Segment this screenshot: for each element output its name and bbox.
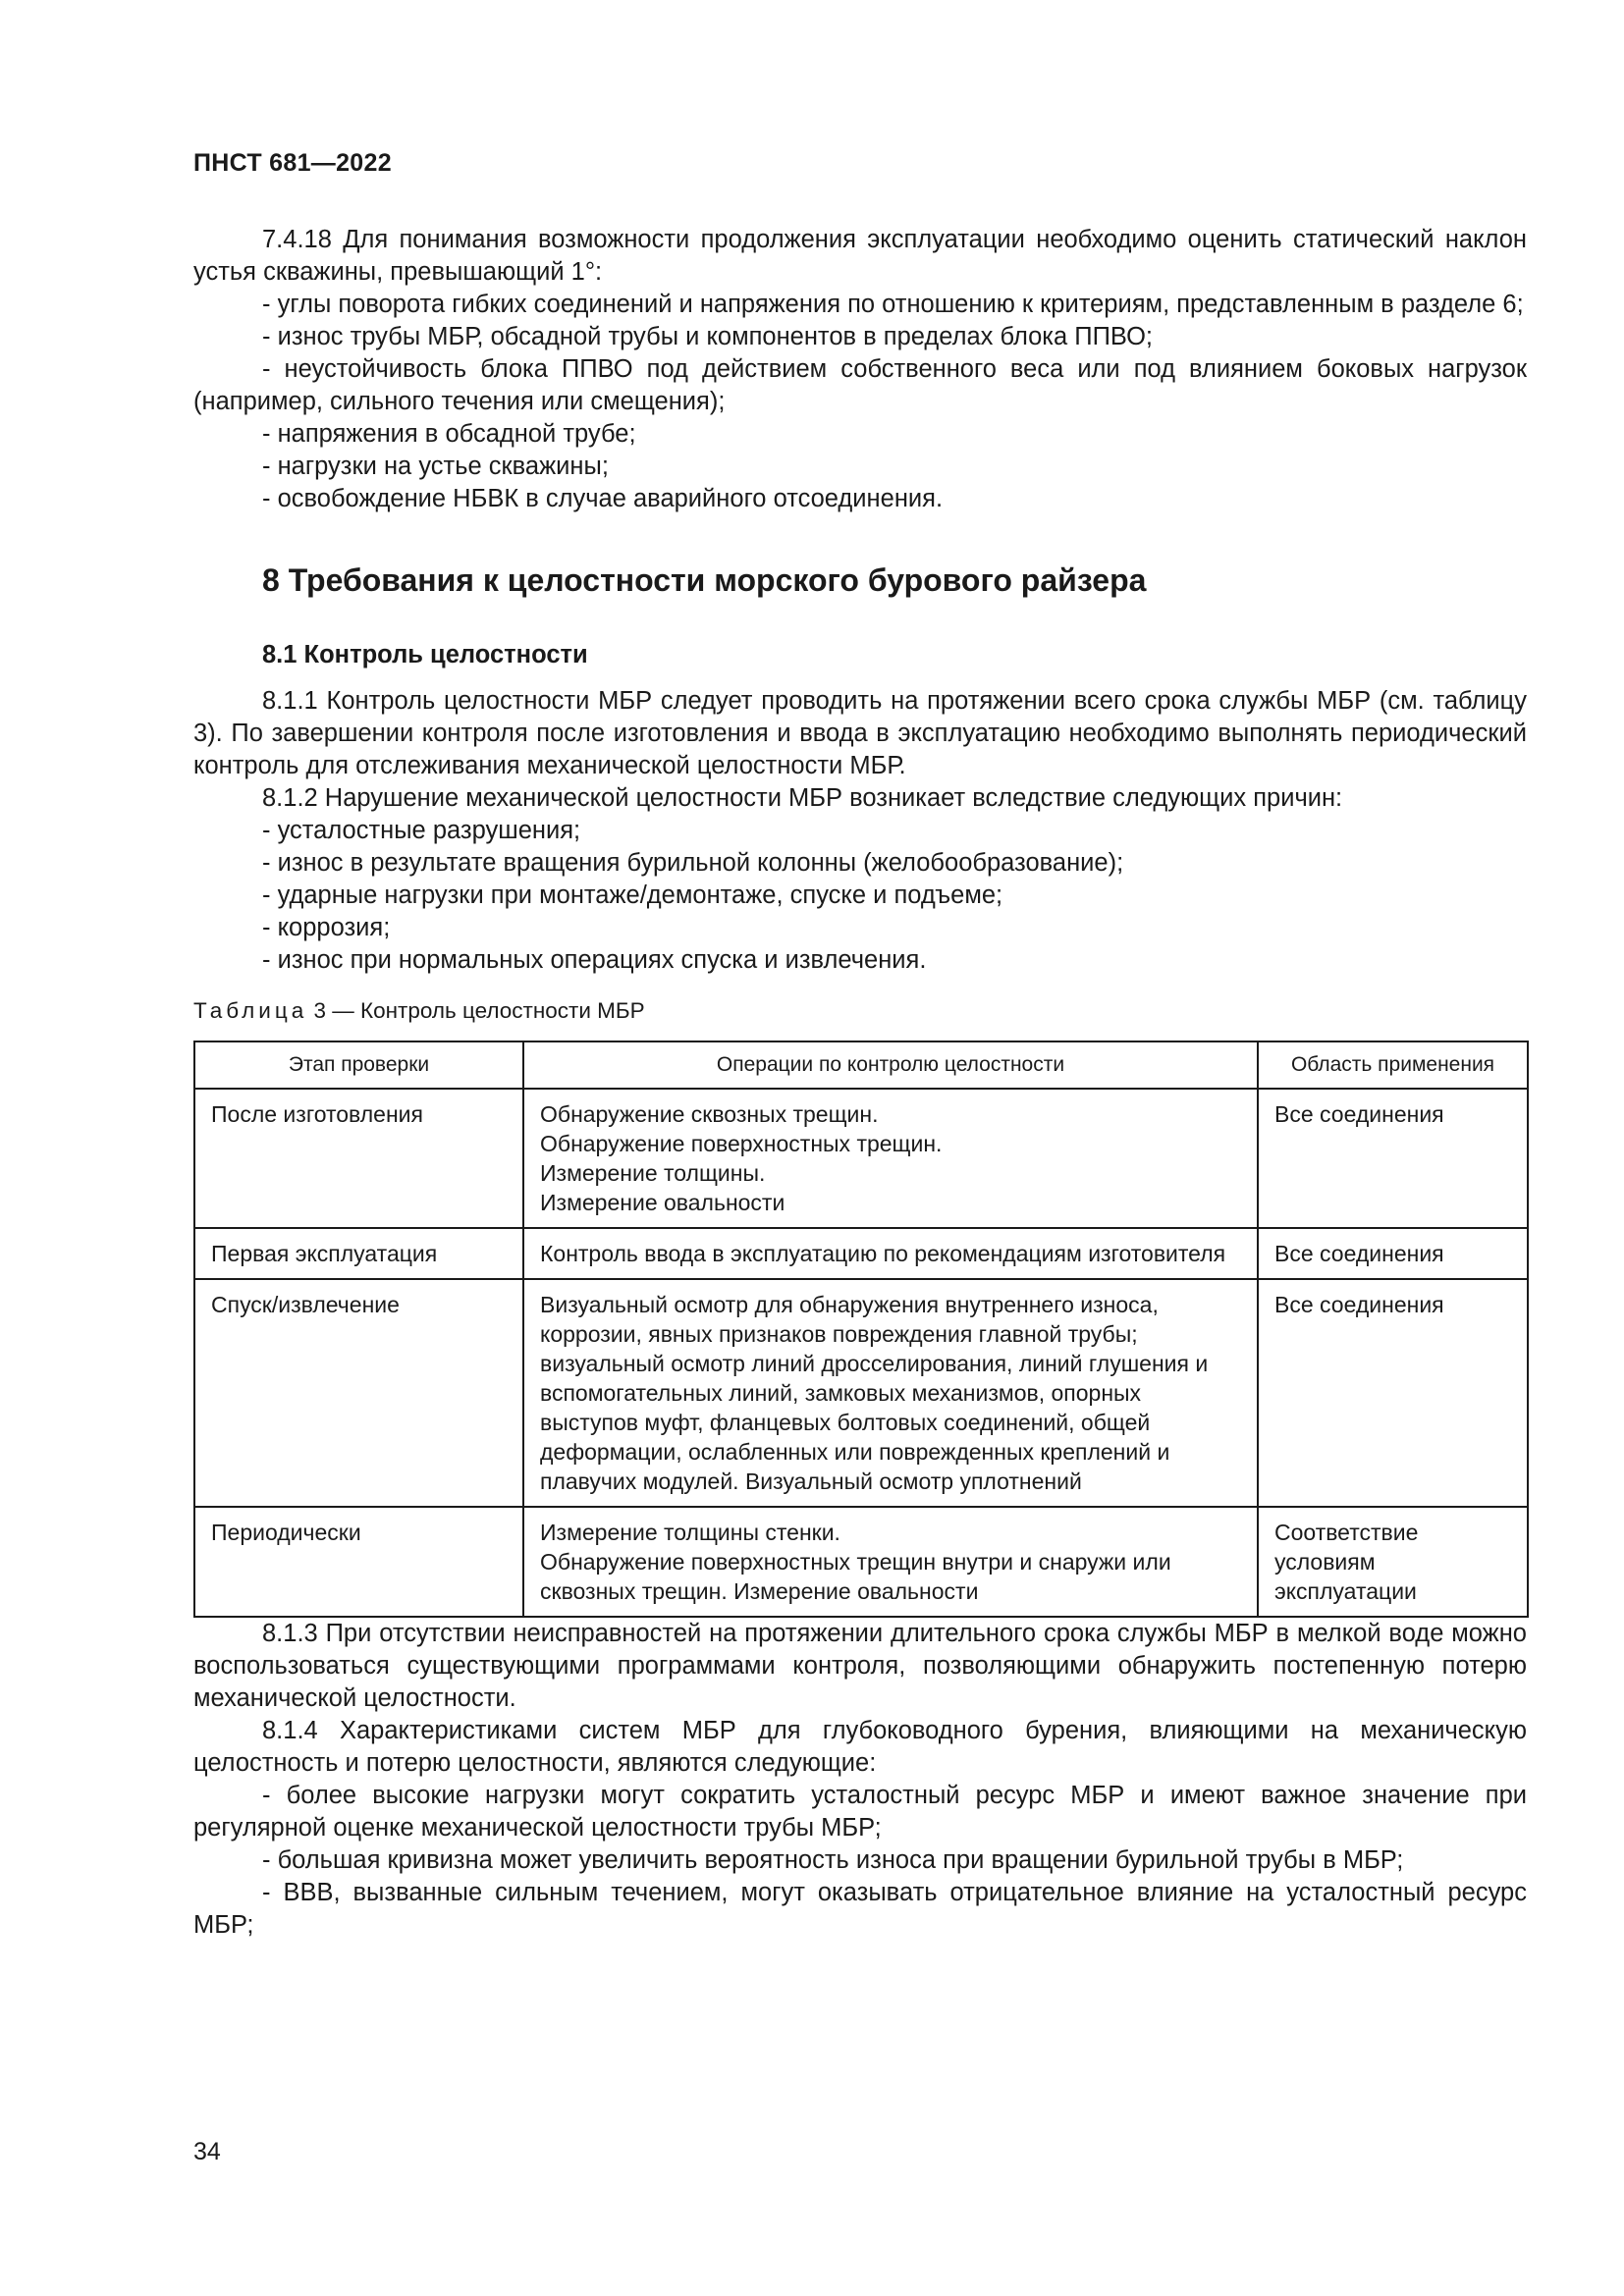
operation-line: Обнаружение сквозных трещин.	[540, 1101, 879, 1127]
operation-line: Визуальный осмотр для обнаружения внутреннего износа, коррозии, явных признаков повреждения главной трубы; визуальный осмотр линий дросселирования, линий глушения и вспомогательных линий, замковых механизмов, опорных выступов муфт, фланцевых болтовых соединений, общей деформации, ослабленных или поврежденных креплений и плавучих модулей. Визуальный осмотр уплотнений	[540, 1292, 1209, 1494]
list-item: - износ трубы МБР, обсадной трубы и компонентов в пределах блока ППВО;	[262, 323, 1154, 350]
paragraph-8-1-2: 8.1.2 Нарушение механической целостности МБР возникает вследствие следующих причин:	[262, 784, 1343, 812]
operation-line: Обнаружение поверхностных трещин.	[540, 1131, 943, 1156]
list-item: - износ при нормальных операциях спуска и извлечения.	[262, 946, 927, 974]
document-code: ПНСТ 681—2022	[193, 149, 392, 177]
paragraph-8-1-1: 8.1.1 Контроль целостности МБР следует проводить на протяжении всего срока службы МБР (см. таблицу 3). По завершении контроля после изготовления и ввода в эксплуатацию необходимо выполнять периодический контроль для отслеживания механической целостности МБР.	[193, 687, 1527, 779]
column-header-operations: Операции по контролю целостности	[523, 1041, 1258, 1089]
list-item: - ударные нагрузки при монтаже/демонтаже, спуске и подъеме;	[262, 881, 1003, 909]
operation-line: Измерение толщины.	[540, 1160, 766, 1186]
column-header-scope: Область применения	[1258, 1041, 1528, 1089]
list-item: - освобождение НБВК в случае аварийного отсоединения.	[262, 485, 944, 512]
list-item: - неустойчивость блока ППВО под действием собственного веса или под влиянием боковых нагрузок (например, сильного течения или смещения);	[193, 355, 1527, 415]
paragraph-7-4-18: 7.4.18 Для понимания возможности продолжения эксплуатации необходимо оценить статический наклон устья скважины, превышающий 1°:	[193, 226, 1527, 286]
page-content	[193, 224, 1527, 1942]
table-row	[194, 1089, 1528, 1228]
table-caption-title: 3 — Контроль целостности МБР	[313, 998, 645, 1023]
operation-line: Измерение овальности	[540, 1190, 785, 1215]
table-row	[194, 1279, 1528, 1507]
integrity-control-table	[193, 1041, 1529, 1618]
table-caption	[193, 994, 1527, 1027]
list-item: - усталостные разрушения;	[262, 817, 581, 844]
table-row	[194, 1228, 1528, 1279]
operations-cell	[523, 1279, 1258, 1507]
list-item: - напряжения в обсадной трубе;	[262, 420, 636, 448]
operation-line: Измерение толщины стенки.	[540, 1520, 840, 1545]
page-number: 34	[193, 2138, 221, 2165]
table-caption-label: Таблица	[193, 998, 308, 1023]
stage-cell: Первая эксплуатация	[194, 1228, 523, 1279]
operation-line: Обнаружение поверхностных трещин внутри и снаружи или сквозных трещин. Измерение овальности	[540, 1549, 1171, 1604]
table-header-row	[194, 1041, 1528, 1089]
operations-cell	[523, 1507, 1258, 1617]
column-header-stage: Этап проверки	[194, 1041, 523, 1089]
table-row	[194, 1507, 1528, 1617]
paragraph-8-1-3: 8.1.3 При отсутствии неисправностей на протяжении длительного срока службы МБР в мелкой воде можно воспользоваться существующими программами контроля, позволяющими обнаружить постепенную потерю механической целостности.	[193, 1620, 1527, 1712]
paragraph-8-1-4: 8.1.4 Характеристиками систем МБР для глубоководного бурения, влияющими на механическую целостность и потерю целостности, являются следующие:	[193, 1717, 1527, 1777]
section-8-1-title: 8.1 Контроль целостности	[262, 641, 588, 668]
operation-line: Контроль ввода в эксплуатацию по рекомендациям изготовителя	[540, 1241, 1226, 1266]
operations-cell	[523, 1228, 1258, 1279]
stage-cell: Периодически	[194, 1507, 523, 1617]
list-item: - ВВВ, вызванные сильным течением, могут оказывать отрицательное влияние на усталостный ресурс МБР;	[193, 1879, 1527, 1939]
list-item: - более высокие нагрузки могут сократить усталостный ресурс МБР и имеют важное значение при регулярной оценке механической целостности трубы МБР;	[193, 1782, 1527, 1842]
scope-cell: Все соединения	[1258, 1279, 1528, 1507]
list-item: - коррозия;	[262, 914, 391, 941]
list-item: - большая кривизна может увеличить вероятность износа при вращении бурильной трубы в МБР;	[262, 1846, 1404, 1874]
section-8-title: 8 Требования к целостности морского бурового райзера	[262, 562, 1147, 598]
stage-cell: После изготовления	[194, 1089, 523, 1228]
scope-cell: Все соединения	[1258, 1089, 1528, 1228]
scope-cell: Все соединения	[1258, 1228, 1528, 1279]
operations-cell	[523, 1089, 1258, 1228]
list-item: - износ в результате вращения бурильной колонны (желобообразование);	[262, 849, 1124, 877]
stage-cell: Спуск/извлечение	[194, 1279, 523, 1507]
list-item: - углы поворота гибких соединений и напряжения по отношению к критериям, представленным в разделе 6;	[262, 291, 1524, 318]
scope-cell: Соответствие условиям эксплуатации	[1258, 1507, 1528, 1617]
list-item: - нагрузки на устье скважины;	[262, 453, 609, 480]
